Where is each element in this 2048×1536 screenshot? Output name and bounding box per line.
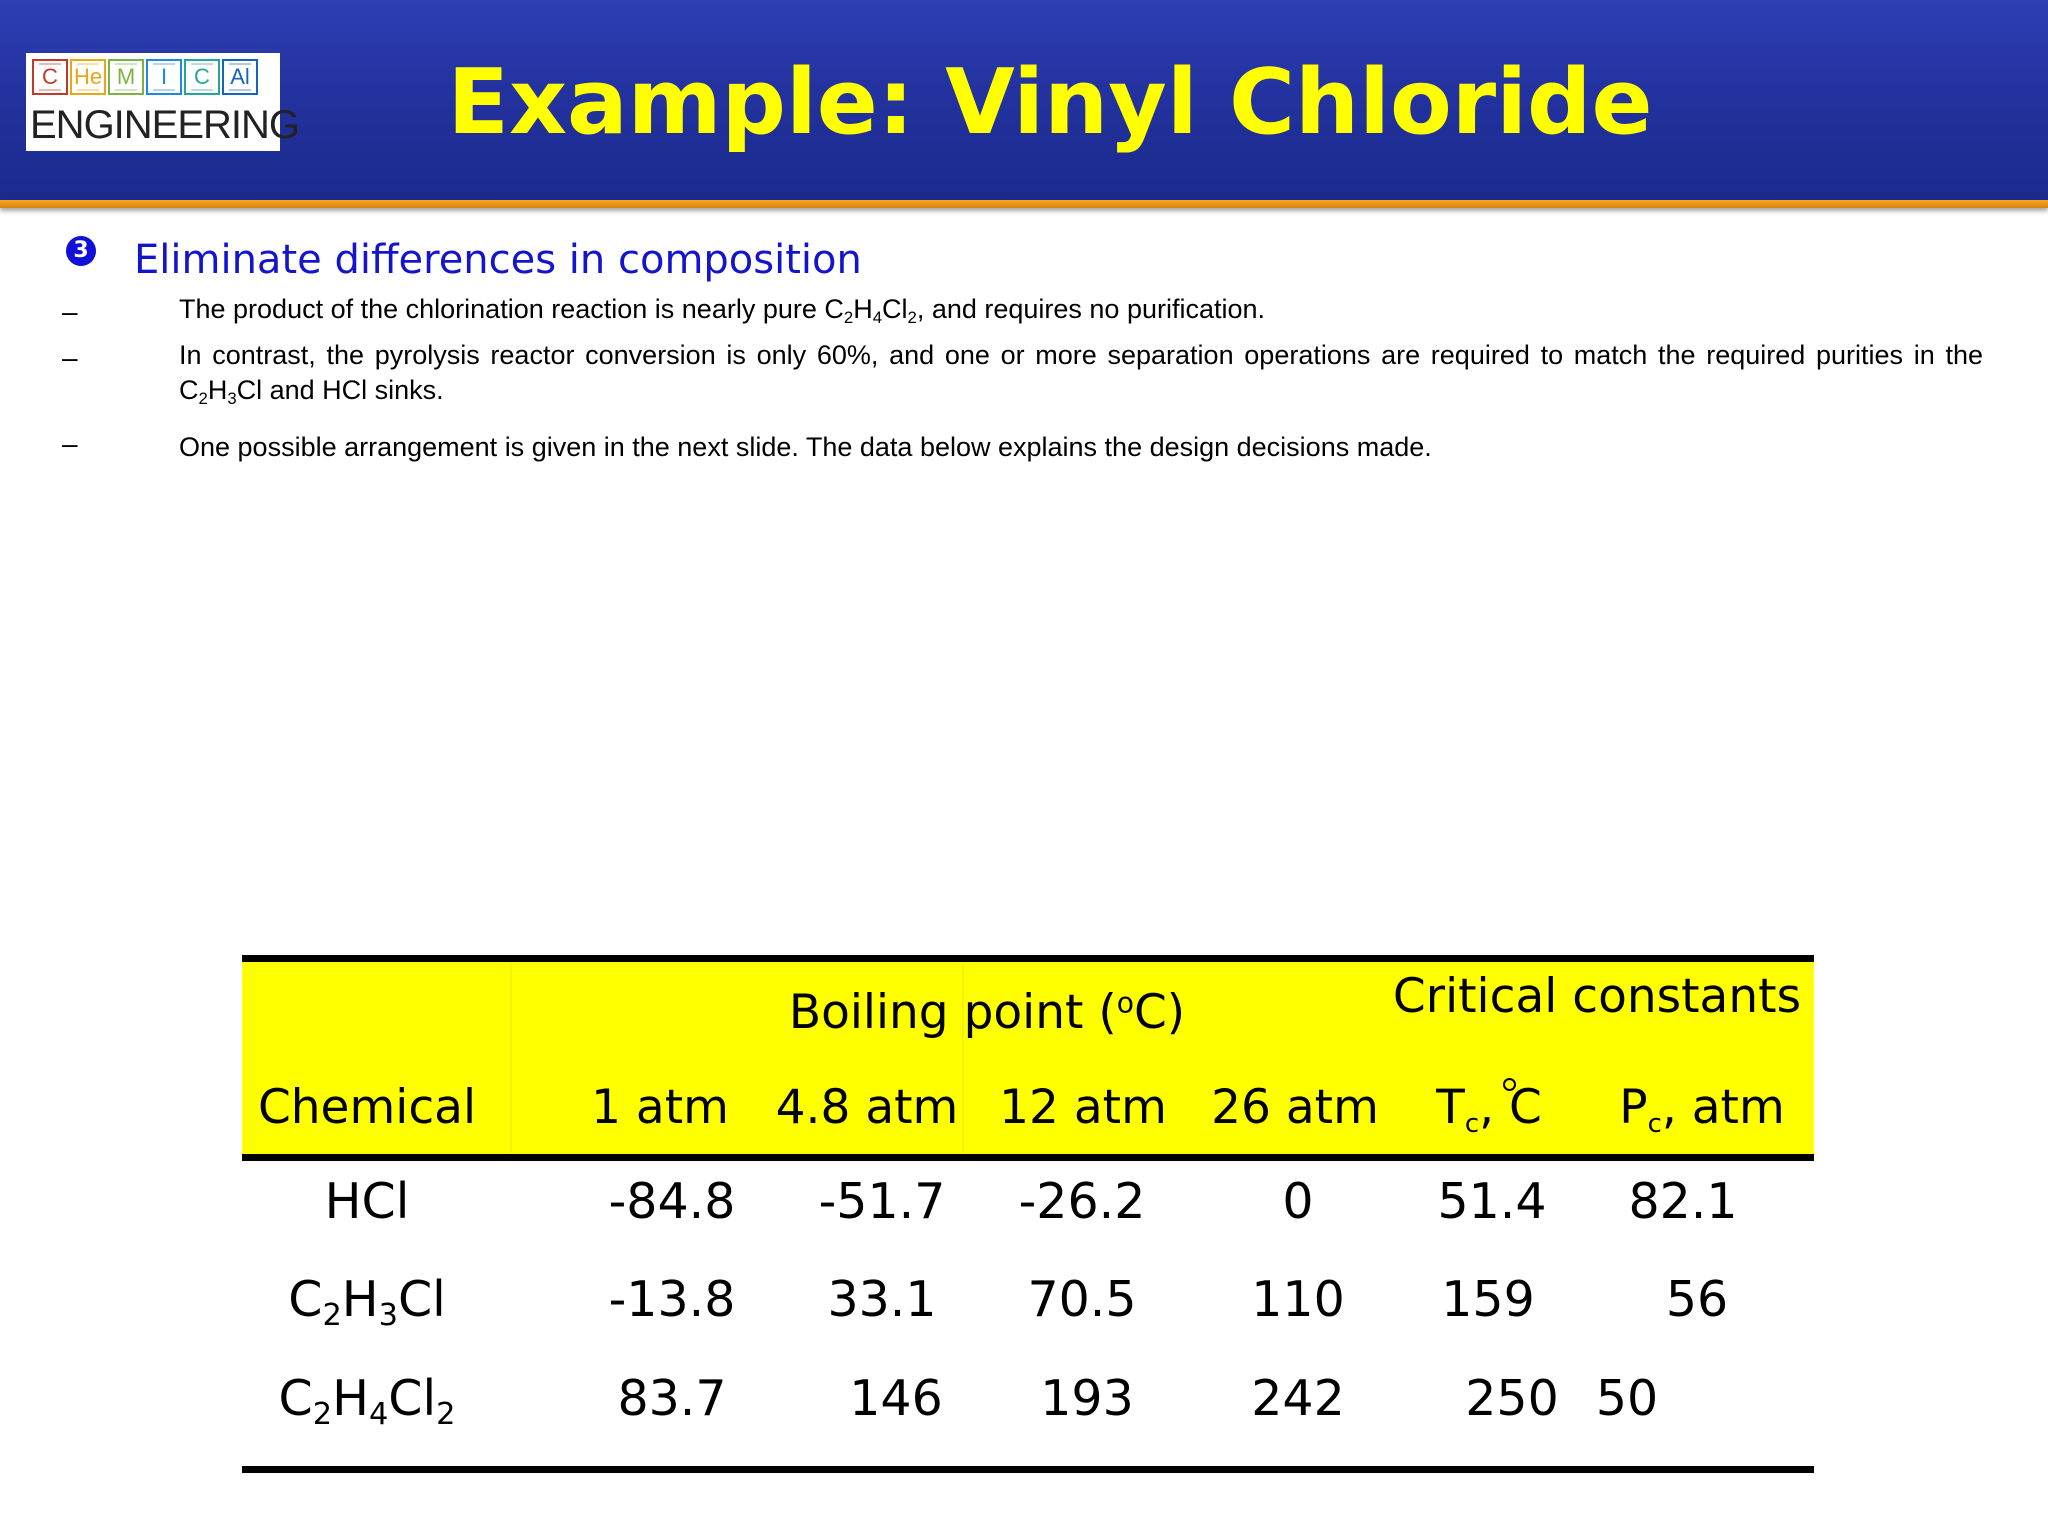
table-cell: 50 [1595,1370,1659,1427]
dash-marker: – [62,296,78,327]
section-heading: Eliminate differences in composition [134,237,862,283]
table-cell: -84.8 [608,1173,736,1230]
bullet-text: One possible arrangement is given in the next slide. The data below explains the design decisions made. [179,432,1432,462]
table-cell: 193 [1040,1370,1134,1427]
table-cell: 82.1 [1628,1173,1738,1230]
table-cell-chemical: HCl [324,1173,410,1230]
degree-symbol-icon [1503,1078,1516,1091]
table-cell: 242 [1251,1370,1345,1427]
dash-marker: – [62,342,78,373]
slide-title: Example: Vinyl Chloride [447,50,1653,155]
table-cell: -51.7 [818,1173,946,1230]
table-cell: 83.7 [617,1370,727,1427]
table-cell: 110 [1251,1271,1345,1328]
table-bottom-rule [242,1466,1814,1473]
logo-tile: He [70,59,106,95]
logo-tile: C [184,59,220,95]
bullet-text: The product of the chlorination reaction is nearly pure $C_2H_4Cl_2$, and requires no purification. [179,294,1266,328]
table-header-rule [242,1154,1814,1161]
table-cell: 51.4 [1437,1173,1547,1230]
critical-constants-group-header: Critical constants [1392,969,1802,1024]
logo-tile: C [32,59,68,95]
numbered-bullet-icon: 3 [66,236,96,266]
table-top-rule [242,955,1814,962]
column-header-chemical: Chemical [257,1080,477,1135]
column-header-12atm: 12 atm [999,1080,1167,1135]
column-header-tc: $T_c$, C [1436,1080,1542,1140]
dash-marker: – [62,428,78,459]
boiling-point-group-header: Boiling point ($^o$C) [788,985,1186,1040]
logo-tile: Al [222,59,258,95]
table-cell: 146 [849,1370,943,1427]
chemical-engineering-logo [26,53,300,151]
table-cell: 33.1 [827,1271,937,1328]
bullet-text: In contrast, the pyrolysis reactor conversion is only 60%, and one or more separation operations are required to match the required purities in the $C_2H_3Cl$ and HCl sinks. [179,340,1983,409]
table-cell: -13.8 [608,1271,736,1328]
table-cell-chemical: $C_2H_3Cl$ [288,1271,446,1334]
logo-wordmark: ENGINEERING [30,103,300,147]
table-cell-chemical: $C_2H_4Cl_2$ [278,1370,456,1433]
table-cell: 0 [1282,1173,1314,1230]
logo-tile: M [108,59,144,95]
table-cell: 159 [1441,1271,1535,1328]
table-cell: 56 [1665,1271,1729,1328]
logo-element-tiles [32,59,258,95]
table-cell: 250 [1465,1370,1559,1427]
table-cell: -26.2 [1018,1173,1146,1230]
column-header-4-8atm: 4.8 atm [775,1080,959,1135]
logo-tile: I [146,59,182,95]
table-cell: 70.5 [1027,1271,1137,1328]
column-header-26atm: 26 atm [1211,1080,1379,1135]
column-header-1atm: 1 atm [591,1080,729,1135]
header-column-separator [510,963,512,1153]
banner-underline [0,200,2048,208]
column-header-pc: $P_c$, atm [1619,1080,1785,1140]
